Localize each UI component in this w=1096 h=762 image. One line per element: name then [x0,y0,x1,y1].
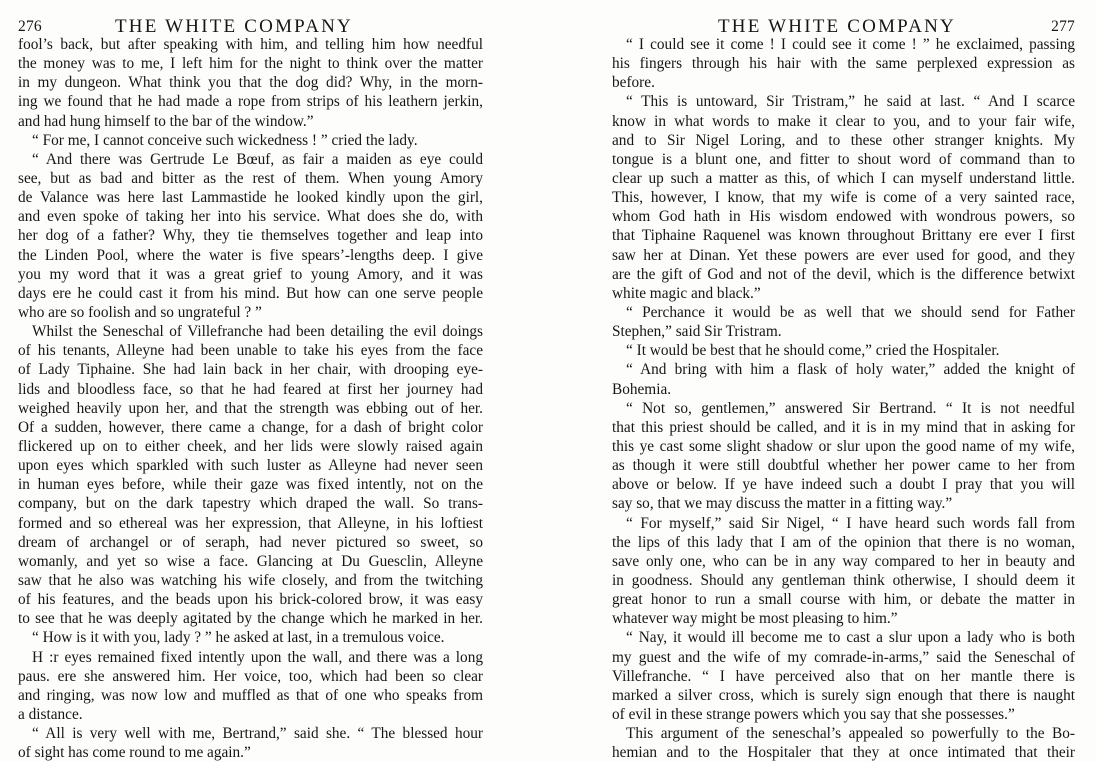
text-line: paus. ere she answered him. Her voice, too, which had been so clear [18,667,483,685]
text-line: this ye cast some slight shadow or slur upon the good name of my wife, [612,437,1075,455]
text-line: dream of archangel or of seraph, had never pictured so sweet, so [18,533,483,551]
text-line: above or below. If ye have indeed such a doubt I pray that you will [612,476,1075,494]
text-line: are the gift of God and not of the devil, which is the difference betwixt [612,265,1075,283]
text-line: “ For myself,” said Sir Nigel, “ I have heard such words fall from [626,514,1075,532]
text-line: and had hung himself to the bar of the window.” [18,112,314,130]
text-line: whom God hath in His wisdom endowed with wondrous powers, so [612,208,1075,226]
text-line: in goodness. Should any gentleman think otherwise, I should deem it [612,571,1075,589]
text-line: womanly, and yet so wise a face. Glancing at Du Guesclin, Alleyne [18,552,483,570]
text-line: company, but on the dark tapestry which draped the wall. So trans- [18,495,483,513]
running-head [612,0,1075,37]
text-line: lids and bloodless face, so that he had feared at first her journey had [18,380,483,398]
text-line: and ringing, was now low and muffled as that of one who speaks from [18,686,483,704]
text-line: flickered up on to either cheek, and her lids were slowly raised again [18,437,483,455]
text-line: “ I could see it come ! I could see it come ! ” he exclaimed, passing [626,36,1075,53]
text-line: clear up such a matter as this, of which I can myself understand little. [612,169,1075,187]
text-line: weighed heavily upon her, and that the strength was ebbing out of her. [18,399,483,417]
running-head [18,0,483,37]
text-line: and even spoke of taking her into his service. What does she do, with [18,208,483,226]
text-line: fool’s back, but after speaking with him, and telling him how needful [18,36,483,53]
text-line: that Tiphaine Raquenel was known throughout Brittany ere ever I first [612,227,1075,245]
text-line: This, however, I know, that my wife is come of a very sainted race, [612,189,1075,207]
text-line: the lips of this lady that I am of the opinion that there is no woman, [612,533,1075,551]
text-line: “ Nay, it would ill become me to cast a slur upon a lady who is both [626,629,1075,647]
text-line: hemian and to the Hospitaler that they at once intimated that their [612,744,1075,762]
text-line: “ All is very well with me, Bertrand,” said she. “ The blessed hour [32,725,483,743]
text-line: Whilst the Seneschal of Villefranche had been detailing the evil doings [32,323,483,341]
text-line: “ This is untoward, Sir Tristram,” he said at last. “ And I scarce [626,93,1075,111]
text-line: know in what words to make it clear to you, and to your fair wife, [612,112,1075,130]
text-line: de Valance was here last Lammastide he looked kindly upon the girl, [18,189,483,207]
text-line: “ Perchance it would be as well that we should send for Father [626,303,1075,321]
page-number: 277 [1051,18,1075,35]
text-line: who are so foolish and so ungrateful ? ” [18,303,262,321]
text-line: a distance. [18,705,83,723]
text-line: in my dungeon. What think you that the dog did? Why, in the morn- [18,74,483,92]
text-line: “ Not so, gentlemen,” answered Sir Bertrand. “ It is not needful [626,399,1075,417]
text-line: Bohemia. [612,380,672,398]
text-line: you my word that it was a great grief to young Amory, and it was [18,265,483,283]
text-line: of sight has come round to me again.” [18,744,251,762]
text-line: white magic and black.” [612,284,761,302]
text-line: saw that he also was watching his wife closely, and from the twitching [18,571,483,589]
page-number: 276 [18,18,42,35]
text-line: Of a sudden, however, there came a change, for a dash of bright color [18,418,483,436]
text-line: of evil in these strange powers which you say that she possesses.” [612,705,1015,723]
text-line: great honor to run a small course with him, or debate the matter in [612,591,1075,609]
text-line: marked a silver cross, which is surely sign enough that there is naught [612,686,1075,704]
page-body [18,35,483,762]
text-line: of Lady Tiphaine. She had lain back in her chair, with drooping eye- [18,361,483,379]
right-page [612,0,1075,762]
text-line: say so, that we may discuss the matter in a fitting way.” [612,495,953,513]
text-line: her dog of a father? Why, they tie themselves together and leap into [18,227,483,245]
text-line: “ How is it with you, lady ? ” he asked at last, in a tremulous voice. [32,629,445,647]
text-line: “ And bring with him a flask of holy water,” added the knight of [626,361,1075,379]
text-line: his fingers through his hair with the same perplexed expression as [612,55,1075,73]
text-line: “ For me, I cannot conceive such wickedness ! ” cried the lady. [32,131,418,149]
text-line: formed and so ethereal was her expression, that Alleyne, in his loftiest [18,514,483,532]
text-line: see, but as bad and bitter as the rest of them. When young Amory [18,169,483,187]
text-line: in human eyes before, while their gaze was fixed intently, not on the [18,476,483,494]
text-line: “ And there was Gertrude Le Bœuf, as fair a maiden as eye could [32,150,483,168]
text-line: This argument of the seneschal’s appealed so powerfully to the Bo- [626,725,1075,743]
text-line: to see that he was deeply agitated by the change which he marked in her. [18,610,483,628]
text-line: the Linden Pool, where the water is five spears’-lengths deep. I give [18,246,483,264]
text-line: tongue is a blunt one, and fitter to shout word of command than to [612,150,1075,168]
text-line: days ere he could cast it from his mind. But how can one serve people [18,284,483,302]
left-page [18,0,483,762]
text-line: H :r eyes remained fixed intently upon the wall, and there was a long [32,648,483,666]
text-line: saw her at Dinan. Yet these powers are ever used for good, and they [612,246,1075,264]
text-line: as though it were still doubtful whether her power came to her from [612,457,1075,475]
text-line: that this priest should be called, and it is in my mind that in asking for [612,418,1075,436]
text-line: “ It would be best that he should come,” cried the Hospitaler. [626,342,1000,360]
text-line: my guest and the wife of my comrade-in-arms,” said the Seneschal of [612,648,1075,666]
text-line: Villefranche. “ I have perceived also that on her mantle there is [612,667,1075,685]
text-line: of his features, and the beads upon his brick-colored brow, it was easy [18,591,483,609]
text-line: Stephen,” said Sir Tristram. [612,323,782,341]
text-line: upon eyes which sparkled with such luster as Alleyne had never seen [18,457,483,475]
running-title: THE WHITE COMPANY [718,16,956,37]
text-line: whatever way might be most pleasing to him.” [612,610,898,628]
text-line: of his tenants, Alleyne had been unable to take his eyes from the face [18,342,483,360]
page-body [612,35,1075,762]
text-line: save only one, who can be in any way compared to her in beauty and [612,552,1075,570]
text-line: before. [612,74,655,92]
text-line: and to Sir Nigel Loring, and to these other stranger knights. My [612,131,1075,149]
running-title: THE WHITE COMPANY [115,16,353,37]
text-line: the money was to me, I left him for the night to think over the matter [18,55,483,73]
text-line: ing we found that he had made a rope from strips of his leathern jerkin, [18,93,483,111]
